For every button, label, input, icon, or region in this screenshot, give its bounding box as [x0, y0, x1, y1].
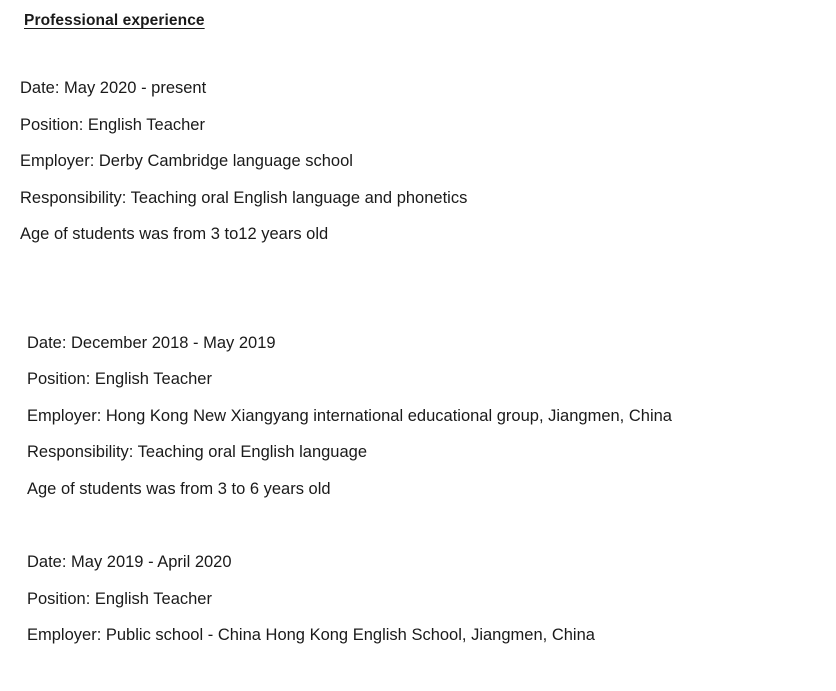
entry-line-date: Date: December 2018 - May 2019	[27, 333, 276, 352]
entry-line-date: Date: May 2019 - April 2020	[27, 553, 232, 571]
entry-line-responsibility: Responsibility: Teaching oral English language	[27, 443, 367, 461]
experience-entry-1	[20, 70, 816, 253]
entry-line-responsibility: Responsibility: Teaching oral English language and phonetics	[20, 188, 468, 207]
page-title: Professional experience	[24, 12, 205, 29]
entry-line-employer: Employer: Derby Cambridge language school	[20, 152, 353, 170]
entry-line-employer: Employer: Public school - China Hong Kong English School, Jiangmen, China	[27, 626, 595, 644]
entry-line-age: Age of students was from 3 to12 years old	[20, 225, 329, 243]
entry-line-employer: Employer: Hong Kong New Xiangyang international educational group, Jiangmen, China	[27, 406, 672, 425]
entry-line-age: Age of students was from 3 to 6 years old	[27, 479, 331, 498]
experience-entry-3	[27, 544, 816, 654]
entry-line-date: Date: May 2020 - present	[20, 79, 207, 97]
entry-line-position: Position: English Teacher	[27, 589, 212, 608]
experience-entry-2	[27, 325, 816, 508]
entry-line-position: Position: English Teacher	[27, 370, 212, 388]
entry-line-position: Position: English Teacher	[20, 115, 205, 134]
